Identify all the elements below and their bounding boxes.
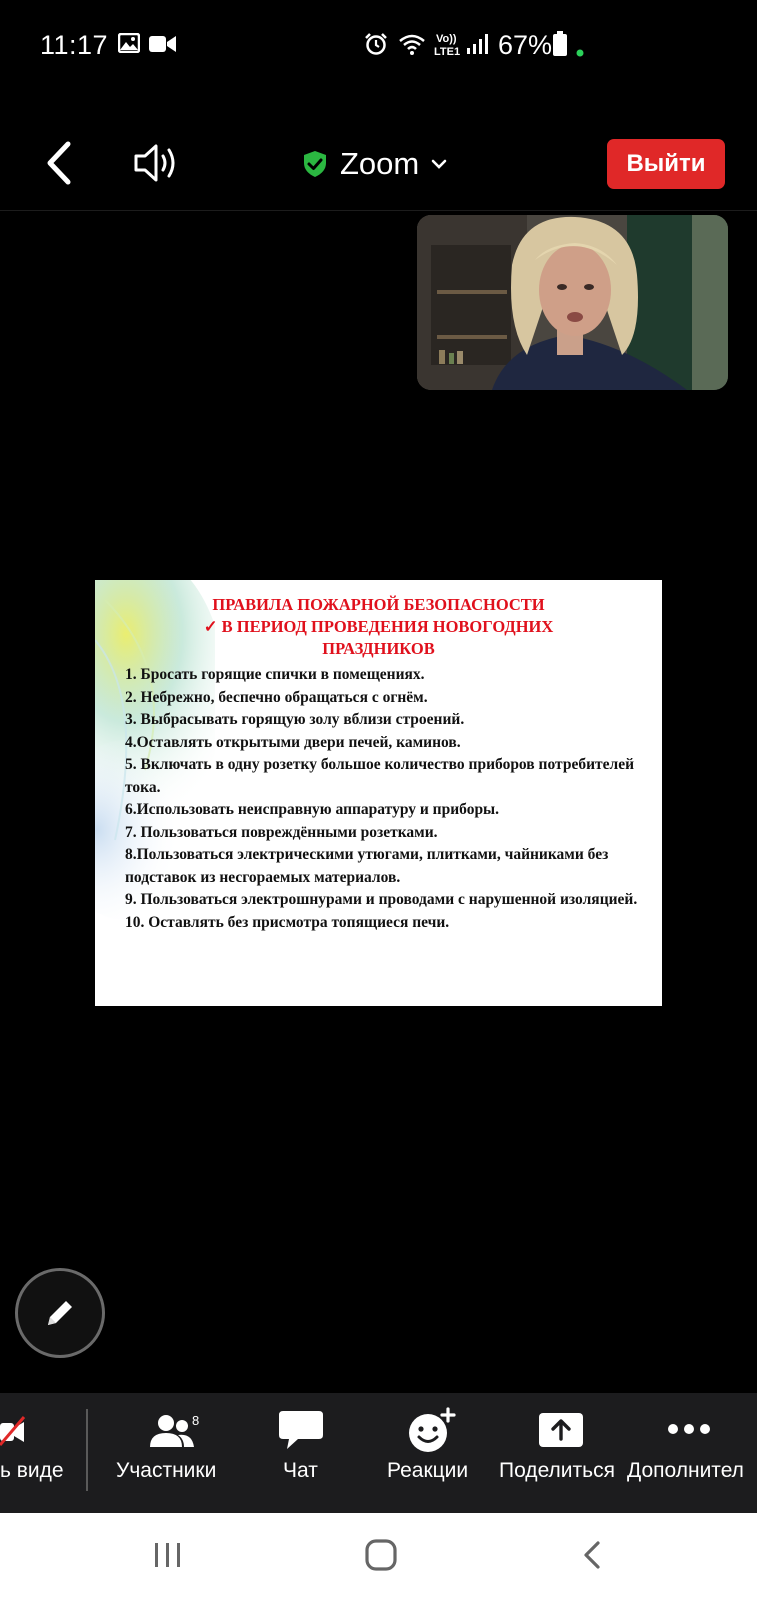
slide-rule-item: 7. Пользоваться повреждёнными розетками. [125,823,438,841]
chevron-down-icon [431,159,447,169]
leave-meeting-button[interactable]: Выйти [607,139,725,189]
share-screen-icon [539,1413,583,1447]
shield-check-icon [302,150,328,178]
system-back-icon[interactable] [578,1535,608,1575]
toolbar-reactions-button[interactable] [386,1393,478,1513]
gallery-icon [118,33,140,53]
toolbar-reactions-label: Реакции [387,1459,469,1482]
volte-lte-icon [434,31,464,57]
alarm-icon [364,32,388,56]
more-icon [667,1423,711,1435]
toolbar-chat-label: Чат [283,1459,318,1482]
slide-rule-item: 3. Выбрасывать горящую золу вблизи строений. [125,711,465,728]
home-icon[interactable] [363,1535,399,1575]
svg-text:LTE1: LTE1 [434,46,461,57]
shared-presentation-slide [95,580,662,1006]
status-time: 11:17 [40,30,109,60]
toolbar-share-label: Поделиться [499,1459,615,1482]
video-off-icon [0,1415,26,1447]
slide-title [95,594,662,660]
slide-rule-item: 1. Бросать горящие спички в помещениях. [125,666,425,683]
annotate-button[interactable] [15,1268,105,1358]
chat-icon [278,1409,324,1451]
reactions-icon [406,1407,456,1453]
toolbar-chat-button[interactable] [274,1393,330,1513]
slide-rule-item: 2. Небрежно, беспечно обращаться с огнём. [125,688,428,706]
slide-title-line: ПРАЗДНИКОВ [322,639,435,658]
wifi-icon [398,32,426,56]
participants-count: 8 [192,1413,200,1428]
video-camera-icon [149,35,176,53]
toolbar-more-button[interactable] [627,1393,757,1513]
notification-dot-icon [576,49,584,57]
battery-percent: 67% [498,30,553,60]
slide-rule-item: 8.Пользоваться электрическими утюгами, плитками, чайниками без подставок из несгораемых материалов. [125,846,609,886]
back-button[interactable] [40,140,80,186]
speaker-icon[interactable] [132,142,182,184]
recent-apps-icon[interactable] [152,1535,184,1575]
status-bar [0,0,757,92]
toolbar-video-label: ь виде [0,1459,64,1482]
slide-rule-item: 6.Использовать неисправную аппаратуру и приборы. [125,801,500,818]
toolbar-participants-label: Участники [116,1459,217,1482]
toolbar-divider [86,1409,88,1491]
slide-rule-item: 10. Оставлять без присмотра топящиеся печи. [125,913,450,931]
toolbar-participants-button[interactable] [110,1393,232,1513]
meeting-top-bar [0,120,757,211]
slide-rule-item: 4.Оставлять открытыми двери печей, каминов. [125,733,461,751]
slide-rule-item: 5. Включать в одну розетку большое количество приборов потребителей тока. [125,756,635,796]
toolbar-more-label: Дополнител [627,1459,744,1482]
participants-icon [148,1413,196,1449]
slide-rule-list [125,664,650,934]
meeting-toolbar [0,1393,757,1513]
toolbar-video-button[interactable] [0,1393,80,1513]
pencil-icon [40,1293,80,1333]
toolbar-share-button[interactable] [499,1393,623,1513]
slide-title-line: ✓ В ПЕРИОД ПРОВЕДЕНИЯ НОВОГОДНИХ [203,617,554,636]
participant-video-thumbnail[interactable] [417,215,728,390]
meeting-title-dropdown[interactable] [302,144,447,184]
signal-icon [467,34,489,54]
slide-title-line: ПРАВИЛА ПОЖАРНОЙ БЕЗОПАСНОСТИ [212,595,545,614]
system-navigation-bar [0,1513,757,1600]
slide-rule-item: 9. Пользоваться электрошнурами и проводами с нарушенной изоляцией. [125,891,638,908]
participant-video-image [417,215,728,390]
battery-icon [552,31,568,57]
meeting-title: Zoom [340,146,420,181]
svg-text:Vo)): Vo)) [436,33,457,45]
